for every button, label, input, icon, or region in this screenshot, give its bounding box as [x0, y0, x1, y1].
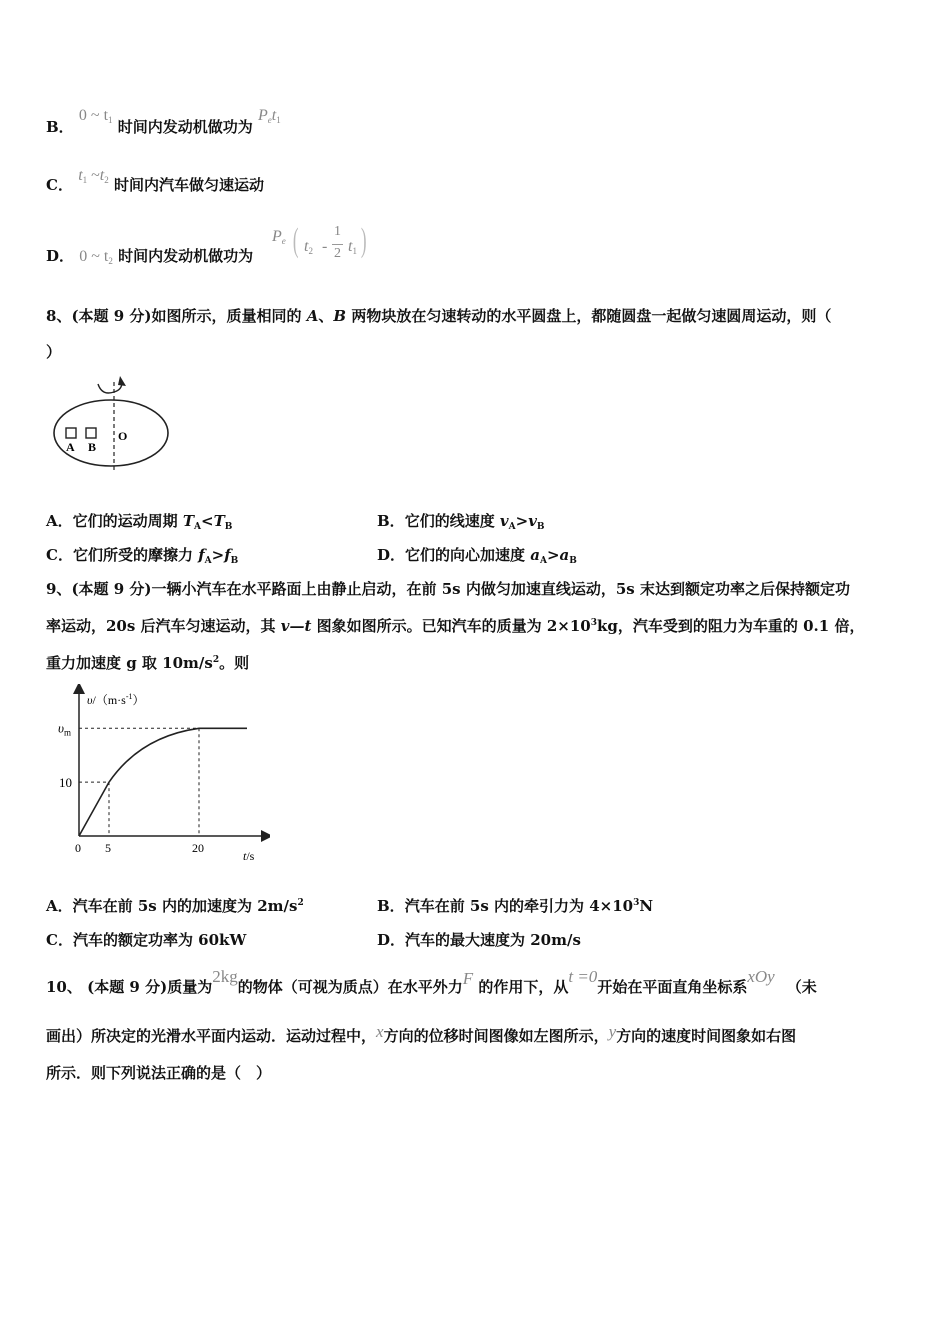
- math-sub: e: [281, 236, 286, 246]
- option-text: 它们所受的摩擦力: [72, 546, 199, 564]
- option-text: 汽车在前 5s 内的牵引力为 4×10: [404, 897, 634, 915]
- option-label: B．: [377, 897, 405, 915]
- math-range: [78, 167, 109, 184]
- math-result: [258, 107, 281, 124]
- option-text: 时间内发动机做功为: [117, 118, 253, 136]
- question-number: 9、: [46, 580, 72, 598]
- option-label: A．: [46, 512, 73, 530]
- rotation-arrowhead: [118, 376, 126, 386]
- math-text: t: [99, 167, 105, 184]
- label-a: A: [66, 440, 75, 454]
- math-mass: 2kg: [212, 967, 238, 986]
- option-label: C．: [46, 546, 73, 564]
- q9-stem-line2: [46, 615, 864, 636]
- math-sub: 2: [308, 246, 313, 256]
- stem-text: 两物块放在匀速转动的水平圆盘上，都随圆盘一起做匀速圆周运动，则（: [346, 307, 832, 325]
- math-y: y: [608, 1022, 617, 1041]
- stem-text: 开始在平面直角坐标系: [597, 978, 748, 996]
- q9-option-d[interactable]: [377, 929, 581, 950]
- q8-option-a[interactable]: [46, 510, 232, 532]
- x-tick-5: 5: [105, 841, 111, 855]
- stem-text: 。则: [219, 654, 250, 672]
- q9-stem-line3: [46, 652, 249, 673]
- option-text: 它们的向心加速度: [405, 546, 531, 564]
- q8-stem-line2: ）: [46, 343, 62, 361]
- question-score: (本题 9 分): [71, 307, 152, 325]
- math-text: 0 ~ t: [79, 248, 109, 265]
- y-tick-10: 10: [59, 775, 72, 791]
- option-var: T: [182, 512, 195, 530]
- math-text: t: [78, 167, 83, 184]
- math-force: F: [462, 969, 474, 988]
- math-text: t: [304, 238, 309, 255]
- option-var: v: [528, 512, 537, 530]
- q9-option-c[interactable]: [46, 929, 246, 950]
- math-text: 0 ~ t: [78, 107, 109, 124]
- option-var: a: [530, 546, 540, 564]
- option-text: 它们的运动周期: [72, 512, 183, 530]
- option-var: T: [213, 512, 225, 530]
- math-text: t: [271, 107, 277, 124]
- q7-option-b: [46, 107, 281, 137]
- frac-denominator: 2: [334, 246, 341, 261]
- option-text: 时间内汽车做匀速运动: [113, 176, 264, 194]
- paren-left: (: [292, 222, 299, 259]
- stem-text: 的作用下，从: [478, 978, 569, 996]
- option-var: f: [198, 546, 205, 564]
- question-number: 10、: [46, 978, 82, 996]
- question-number: 8、: [46, 307, 72, 325]
- math-range: [79, 107, 113, 124]
- block-b: [86, 428, 96, 438]
- stem-sup: 3: [590, 618, 598, 628]
- stem-text: 率运动，20s 后汽车匀速运动，其: [46, 617, 281, 635]
- q7-option-c: [46, 167, 264, 195]
- math-sub: 1: [82, 175, 88, 185]
- q10-stem-line1: [46, 967, 817, 997]
- q8-option-d[interactable]: [377, 544, 577, 566]
- stem-var: v—t: [280, 617, 312, 635]
- option-label: C．: [46, 931, 73, 949]
- y-tick-vm: $\upsilon_m$: [58, 720, 71, 738]
- math-sub: 1: [352, 246, 357, 256]
- math-sub: 1: [108, 115, 113, 125]
- option-sub: B: [224, 522, 233, 532]
- math-x: x: [376, 1022, 384, 1041]
- y-axis-label: $\upsilon/(m\cdot s^{-1})$: [87, 692, 145, 707]
- frac-numerator: 1: [334, 224, 341, 239]
- option-text: 汽车在前 5s 内的加速度为 2m/s: [72, 897, 298, 915]
- math-sub: e: [267, 115, 272, 125]
- stem-text: 画出）所决定的光滑水平面内运动．运动过程中，: [46, 1027, 377, 1045]
- option-op: >: [211, 546, 225, 564]
- math-text: ~: [91, 167, 100, 184]
- option-var: v: [499, 512, 509, 530]
- stem-text: 、: [318, 307, 334, 325]
- stem-text: 质量为: [167, 978, 213, 996]
- stem-text: （未: [786, 978, 817, 996]
- label-o: O: [118, 429, 128, 443]
- option-text: 它们的线速度: [404, 512, 500, 530]
- math-text: t: [348, 238, 353, 255]
- x-tick-20: 20: [192, 841, 204, 855]
- math-sub: 2: [104, 175, 109, 185]
- var-a: A: [306, 307, 319, 325]
- option-op: >: [546, 546, 560, 564]
- question-score: (本题 9 分): [81, 978, 168, 996]
- question-score: (本题 9 分): [71, 580, 152, 598]
- option-sub: A: [539, 556, 547, 566]
- option-label: D．: [377, 931, 406, 949]
- block-a: [66, 428, 76, 438]
- math-sub: 1: [276, 115, 281, 125]
- frac-bar: [332, 244, 343, 245]
- x-tick-0: 0: [75, 841, 81, 855]
- option-label: D．: [377, 546, 406, 564]
- option-sub: A: [508, 522, 516, 532]
- option-label: B．: [46, 118, 74, 136]
- option-sup: 2: [297, 898, 304, 908]
- q9-option-a[interactable]: [46, 895, 304, 916]
- option-label: D．: [46, 247, 75, 265]
- paren-right: ): [360, 222, 367, 259]
- option-label: B．: [377, 512, 405, 530]
- option-sup: 3: [633, 898, 640, 908]
- math-text: P: [258, 107, 268, 124]
- stem-text: 图象如图所示。已知汽车的质量为 2×10: [311, 617, 591, 635]
- option-op: >: [515, 512, 529, 530]
- math-t0: t =0: [568, 967, 598, 986]
- q7-option-d: [46, 245, 253, 266]
- option-sub: A: [194, 522, 202, 532]
- stem-text: kg，汽车受到的阻力为车重的 0.1 倍，: [597, 617, 865, 635]
- q9-vt-chart: [50, 684, 270, 870]
- stem-text: 一辆小汽车在水平路面上由静止启动，在前 5s 内做匀加速直线运动，5s 末达到额定功率之后保持额定功: [151, 580, 850, 598]
- option-sub: B: [230, 556, 239, 566]
- math-text: P: [272, 228, 282, 245]
- var-b: B: [333, 307, 347, 325]
- math-range: [79, 248, 113, 265]
- option-sub: B: [536, 522, 545, 532]
- stem-text: 方向的速度时间图象如右图: [616, 1027, 797, 1045]
- stem-text: 的物体（可视为质点）在水平外力: [237, 978, 463, 996]
- option-text: N: [639, 897, 654, 915]
- stem-text: 重力加速度 g 取 10m/s: [46, 654, 213, 672]
- option-label: A．: [46, 897, 73, 915]
- x-axis-label: t/s: [243, 849, 255, 863]
- stem-text: 如图所示，质量相同的: [151, 307, 307, 325]
- q10-stem-line2: [46, 1022, 797, 1046]
- option-text: 汽车的额定功率为 60kW: [72, 931, 247, 949]
- option-label: C．: [46, 176, 73, 194]
- stem-sup: 2: [212, 655, 220, 665]
- q10-stem-line3: 所示．则下列说法正确的是（ ）: [46, 1064, 272, 1082]
- option-sub: B: [569, 556, 577, 566]
- turntable-disk: [54, 400, 168, 466]
- q8-option-b[interactable]: [377, 510, 545, 532]
- q8-stem-line1: [46, 305, 831, 326]
- option-text: 汽车的最大速度为 20m/s: [405, 931, 581, 949]
- option-sub: A: [204, 556, 212, 566]
- option-text: 时间内发动机做功为: [118, 247, 254, 265]
- math-xoy: xOy: [747, 967, 775, 986]
- option-var: f: [224, 546, 231, 564]
- math-sub: 2: [108, 256, 113, 266]
- q8-turntable-figure: [50, 372, 180, 472]
- q9-option-b[interactable]: [377, 895, 653, 916]
- stem-text: 方向的位移时间图像如左图所示，: [383, 1027, 609, 1045]
- option-var: a: [559, 546, 570, 564]
- q8-option-c[interactable]: [46, 544, 238, 566]
- math-minus: -: [322, 238, 328, 255]
- q9-stem-line1: [46, 578, 850, 599]
- option-op: <: [201, 512, 214, 530]
- label-b: B: [88, 440, 97, 454]
